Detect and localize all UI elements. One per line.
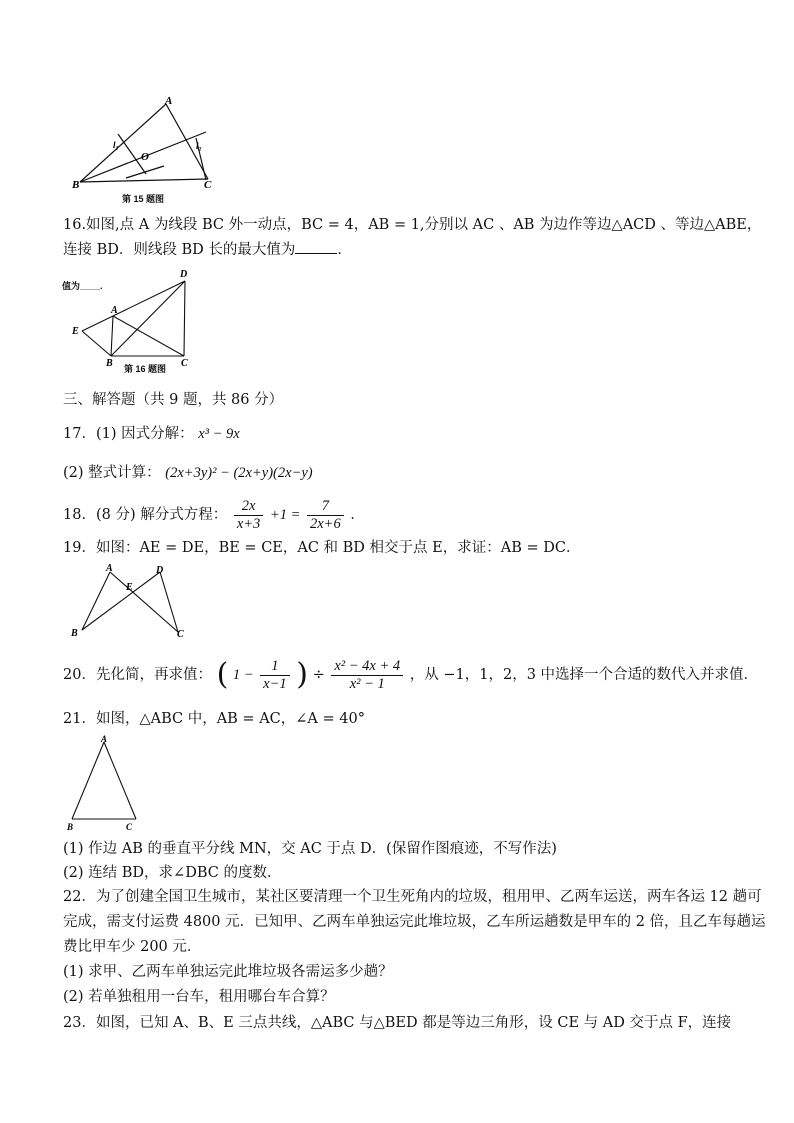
q16-line2-text: 连接 BD．则线段 BD 长的最大值为 (63, 242, 296, 258)
q20-f1-denominator: x−1 (263, 675, 287, 692)
q17-part1-expr: x³ − 9x (198, 426, 240, 442)
q18-end: ． (350, 507, 365, 523)
section-3-heading: 三、解答题（共 9 题，共 86 分） (63, 392, 284, 408)
q22-line1: 22．为了创建全国卫生城市，某社区要清理一个卫生死角内的垃圾，租用甲、乙两车运送，两车各运 12 趟可 (63, 889, 762, 905)
q18-mid: +1 = (269, 507, 301, 523)
q20-inner-left: 1 − (232, 667, 254, 683)
q17-part2-expr: (2x+3y)² − (2x+y)(2x−y) (165, 465, 313, 481)
q20-div: ÷ (312, 667, 325, 683)
q18-fraction-2 (307, 498, 344, 533)
fig15-label-o: O (141, 151, 149, 163)
fig16-fragment: 值为____. (62, 281, 103, 291)
figure-16 (68, 266, 198, 370)
fig16-caption: 第 16 题图 (124, 364, 167, 374)
q20-paren-open: ( (216, 657, 229, 692)
fig15-label-c: C (204, 179, 212, 191)
fig21-label-a: A (101, 734, 108, 744)
q20-paren-close: ) (296, 657, 308, 692)
q18-f2-denominator: 2x+6 (309, 515, 341, 532)
fig16-label-c: C (181, 358, 188, 369)
fig15-caption: 第 15 题图 (122, 194, 165, 204)
fig19-label-c: C (177, 629, 184, 640)
fig19-label-e: E (126, 582, 133, 593)
q20 (63, 653, 758, 697)
q18-fraction-1 (234, 498, 263, 533)
fig21-label-b: B (67, 822, 74, 832)
q16-line1: 16.如图,点 A 为线段 BC 外一动点，BC = 4，AB = 1,分别以 AC 、AB 为边作等边△ACD 、等边△ABE， (63, 217, 762, 233)
q18-prefix: 18．(8 分) 解分式方程： (63, 507, 228, 523)
q19-text: 19．如图：AE = DE，BE = CE，AC 和 BD 相交于点 E，求证：AB = DC． (63, 540, 581, 556)
q17-part1-prefix: 17．(1) 因式分解： (63, 426, 194, 442)
q21-text: 21．如图，△ABC 中，AB = AC，∠A = 40° (63, 711, 365, 727)
fig15-label-a: A (165, 95, 173, 107)
fig16-label-d: D (180, 269, 188, 280)
figure-21 (64, 734, 144, 834)
q20-fraction-2 (331, 658, 403, 693)
q16-line2 (63, 239, 352, 261)
q20-fraction-1 (260, 658, 289, 693)
q18-f1-numerator: 2x (234, 498, 263, 516)
q22-part1: (1) 求甲、乙两车单独运完此堆垃圾各需运多少趟？ (63, 964, 393, 980)
fig19-label-d: D (156, 565, 164, 576)
q16-line2-end: ． (337, 242, 352, 258)
q23-line1: 23．如图，已知 A、B、E 三点共线，△ABC 与△BED 都是等边三角形，设 CE 与 AD 交于点 F，连接 (63, 1015, 732, 1031)
q20-f2-denominator: x² − 1 (349, 675, 385, 692)
fig16-label-e: E (72, 326, 79, 337)
fig19-label-a: A (106, 563, 113, 574)
q20-f2-numerator: x² − 4x + 4 (331, 658, 403, 676)
fig15-label-b: B (72, 179, 80, 191)
q17-part2-prefix: (2) 整式计算： (63, 465, 161, 481)
q16-answer-blank (295, 239, 337, 254)
figure-19 (66, 562, 194, 640)
q22-part2: (2) 若单独租用一台车，租用哪台车合算？ (63, 989, 335, 1005)
fig15-label-l1: l₁ (113, 140, 119, 150)
fig21-label-c: C (126, 822, 133, 832)
q22-line3: 费比甲车少 200 元． (63, 939, 202, 955)
q20-prefix: 20．先化简，再求值： (63, 667, 212, 683)
fig16-label-b: B (106, 358, 113, 369)
q18 (63, 496, 365, 534)
fig16-label-a: A (111, 305, 118, 316)
q17-part2 (63, 462, 313, 484)
q21-part1: (1) 作边 AB 的垂直平分线 MN，交 AC 于点 D．(保留作图痕迹，不写作法) (63, 841, 557, 857)
q18-f2-numerator: 7 (307, 498, 344, 516)
q22-line2: 完成，需支付运费 4800 元．已知甲、乙两车单独运完此堆垃圾，乙车所运趟数是甲车的 2 倍，且乙车每趟运 (63, 914, 766, 930)
q20-suffix: ，从 −1，1，2，3 中选择一个合适的数代入并求值． (409, 667, 759, 683)
q20-f1-numerator: 1 (260, 658, 289, 676)
q17-part1 (63, 423, 240, 445)
q21-part2: (2) 连结 BD，求∠DBC 的度数． (63, 865, 282, 881)
fig15-label-l2: l₂ (196, 141, 202, 151)
q18-f1-denominator: x+3 (236, 515, 261, 532)
fig19-label-b: B (71, 628, 78, 639)
figure-15 (66, 92, 226, 204)
